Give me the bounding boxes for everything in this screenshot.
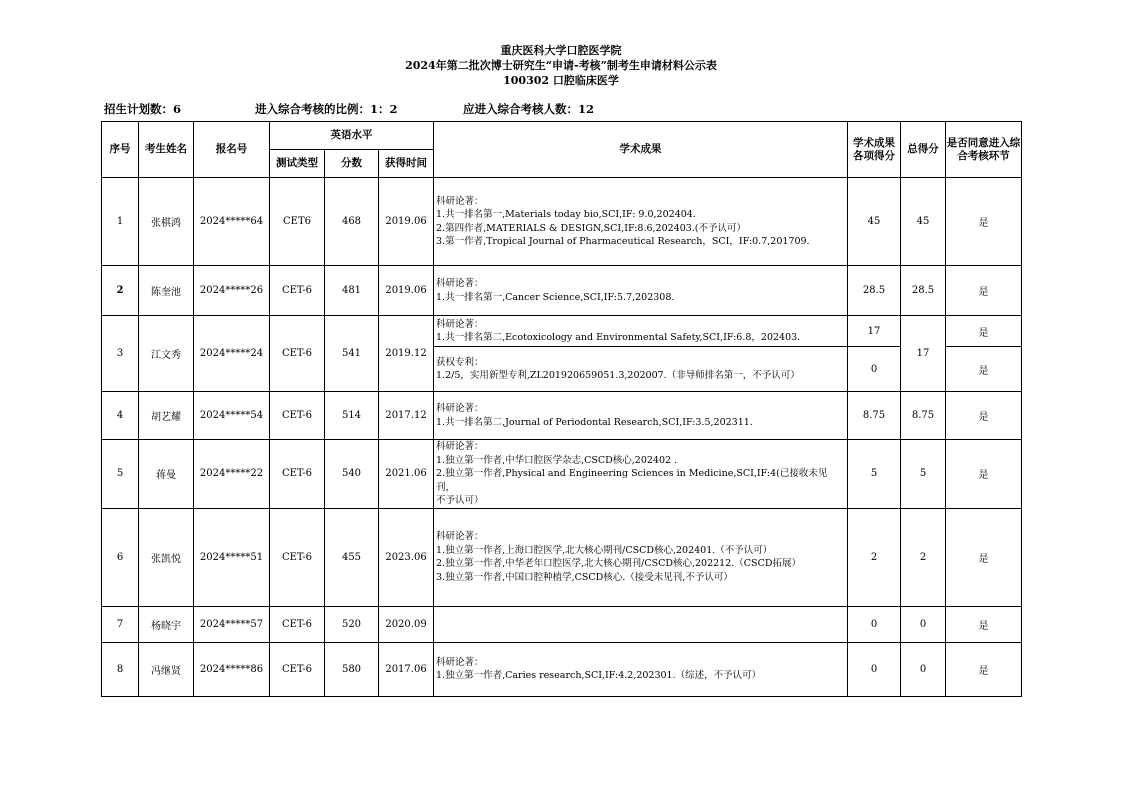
row-total: 8.75 — [901, 392, 946, 440]
row-ach-score: 5 — [848, 440, 901, 509]
row-achievements — [434, 178, 848, 266]
row-no: 4 — [102, 392, 139, 440]
row-ach-score: 8.75 — [848, 392, 901, 440]
row-agree: 是 — [946, 440, 1022, 509]
row-time: 2017.12 — [379, 392, 434, 440]
achievement-line: 1.独立第一作者,Caries research,SCI,IF:4.2,202301.（综述，不予认可） — [436, 670, 762, 681]
school-title: 重庆医科大学口腔医学院 — [500, 44, 622, 57]
row-total: 45 — [901, 178, 946, 266]
row-time: 2019.12 — [379, 316, 434, 392]
row-name: 江文秀 — [139, 316, 194, 392]
row-test-type: CET-6 — [270, 642, 325, 696]
col-time: 获得时间 — [379, 150, 434, 178]
achievement-line: 科研论著： — [436, 278, 484, 289]
row-test-type: CET-6 — [270, 440, 325, 509]
row-test-type: CET-6 — [270, 266, 325, 316]
col-english: 英语水平 — [270, 122, 434, 150]
row-total: 0 — [901, 606, 946, 642]
achievement-line: 科研论著： — [436, 403, 484, 414]
row-achievements — [434, 392, 848, 440]
col-agree: 是否同意进入综合考核环节 — [946, 122, 1022, 178]
row-score: 520 — [325, 606, 379, 642]
achievement-line: 1.共一排名第二,Journal of Periodontal Research,SCI,IF:3.5,202311. — [436, 416, 753, 428]
col-no: 序号 — [102, 122, 139, 178]
enrollment-plan: 招生计划数：6 — [104, 102, 182, 116]
achievement-line: 获权专利： — [436, 356, 484, 368]
row-agree: 是 — [946, 266, 1022, 316]
row-reg: 2024*****51 — [194, 508, 270, 606]
col-score: 分数 — [325, 150, 379, 178]
row-achievements — [434, 606, 848, 642]
row-achievements — [434, 508, 848, 606]
row-total: 2 — [901, 508, 946, 606]
col-test-type: 测试类型 — [270, 150, 325, 178]
achievement-line: 3.第一作者,Tropical Journal of Pharmaceutical Research，SCI，IF:0.7,201709. — [436, 236, 810, 247]
table-row — [102, 642, 1022, 696]
achievement-line: 科研论著： — [436, 441, 484, 452]
row-total: 5 — [901, 440, 946, 509]
row-ach-score: 0 — [848, 347, 901, 392]
row-achievements — [434, 266, 848, 316]
row-time: 2021.06 — [379, 440, 434, 509]
row-no: 8 — [102, 642, 139, 696]
row-achievements — [434, 316, 848, 347]
row-achievements — [434, 347, 848, 392]
row-score: 514 — [325, 392, 379, 440]
achievement-line: 3.独立第一作者,中国口腔种植学,CSCD核心.（接受未见刊,不予认可） — [436, 571, 733, 583]
row-test-type: CET-6 — [270, 316, 325, 392]
achievement-line: 科研论著： — [436, 318, 484, 330]
table-row — [102, 440, 1022, 509]
table-row — [102, 316, 1022, 347]
row-time: 2017.06 — [379, 642, 434, 696]
major-title: 100302 口腔临床医学 — [503, 74, 619, 87]
row-ach-score: 0 — [848, 642, 901, 696]
achievement-line: 1.共一排名第一,Cancer Science,SCI,IF:5.7,202308. — [436, 291, 675, 303]
row-time: 2019.06 — [379, 266, 434, 316]
col-ach-score: 学术成果各项得分 — [848, 122, 901, 178]
row-reg: 2024*****26 — [194, 266, 270, 316]
row-ach-score: 2 — [848, 508, 901, 606]
row-name: 张棋鸿 — [139, 178, 194, 266]
table-row — [102, 266, 1022, 316]
row-ach-score: 17 — [848, 316, 901, 347]
row-achievements — [434, 642, 848, 696]
row-score: 455 — [325, 508, 379, 606]
achievement-line: 1.独立第一作者,中华口腔医学杂志,CSCD核心,202402 . — [436, 454, 678, 466]
row-score: 540 — [325, 440, 379, 509]
achievement-line: 1.2/5，实用新型专利,ZL201920659051.3,202007.（非导师排名第一，不予认可） — [436, 370, 800, 381]
row-name: 张凯悦 — [139, 508, 194, 606]
row-ach-score: 28.5 — [848, 266, 901, 316]
row-agree: 是 — [946, 178, 1022, 266]
achievement-line: 2.独立第一作者,中华老年口腔医学,北大核心期刊/CSCD核心,202212.（CSCD拓展） — [436, 558, 801, 569]
table-row — [102, 392, 1022, 440]
achievement-line: 2.独立第一作者,Physical and Engineering Sciences in Medicine,SCI,IF:4(已接收未见刊， — [436, 468, 828, 493]
col-total: 总得分 — [901, 122, 946, 178]
achievement-line: 2.第四作者,MATERIALS & DESIGN,SCI,IF:8.6,202403.(不予认可） — [436, 222, 747, 234]
row-reg: 2024*****54 — [194, 392, 270, 440]
row-reg: 2024*****86 — [194, 642, 270, 696]
row-test-type: CET-6 — [270, 606, 325, 642]
row-name: 陈奎池 — [139, 266, 194, 316]
row-time: 2023.06 — [379, 508, 434, 606]
applicant-table — [101, 121, 1022, 697]
row-test-type: CET6 — [270, 178, 325, 266]
table-row — [102, 508, 1022, 606]
row-name: 胡艺耀 — [139, 392, 194, 440]
achievement-line: 1.共一排名第一,Materials today bio,SCI,IF: 9.0,202404. — [436, 209, 696, 220]
achievement-line: 科研论著： — [436, 656, 484, 668]
row-test-type: CET-6 — [270, 508, 325, 606]
row-name: 冯继贤 — [139, 642, 194, 696]
row-reg: 2024*****24 — [194, 316, 270, 392]
row-total: 0 — [901, 642, 946, 696]
achievement-line: 科研论著： — [436, 531, 484, 542]
row-no: 1 — [102, 178, 139, 266]
row-no: 3 — [102, 316, 139, 392]
row-score: 541 — [325, 316, 379, 392]
table-title: 2024年第二批次博士研究生“申请-考核”制考生申请材料公示表 — [405, 59, 717, 72]
row-ach-score: 45 — [848, 178, 901, 266]
row-score: 580 — [325, 642, 379, 696]
row-reg: 2024*****64 — [194, 178, 270, 266]
achievement-line: 不予认可） — [436, 495, 484, 506]
achievement-line: 1.独立第一作者,上海口腔医学,北大核心期刊/CSCD核心,202401.（不予认可） — [436, 544, 773, 556]
row-name: 杨晓宇 — [139, 606, 194, 642]
row-score: 468 — [325, 178, 379, 266]
col-name: 考生姓名 — [139, 122, 194, 178]
col-reg: 报名号 — [194, 122, 270, 178]
row-total: 28.5 — [901, 266, 946, 316]
row-score: 481 — [325, 266, 379, 316]
row-reg: 2024*****57 — [194, 606, 270, 642]
table-row — [102, 178, 1022, 266]
achievement-line: 1.共一排名第二,Ecotoxicology and Environmental Safety,SCI,IF:6.8，202403. — [436, 332, 801, 343]
row-test-type: CET-6 — [270, 392, 325, 440]
achievement-line: 科研论著： — [436, 195, 484, 207]
table-row — [102, 606, 1022, 642]
row-agree: 是 — [946, 508, 1022, 606]
row-no: 2 — [102, 266, 139, 316]
row-reg: 2024*****22 — [194, 440, 270, 509]
row-no: 6 — [102, 508, 139, 606]
required-count: 应进入综合考核人数：12 — [463, 102, 595, 116]
row-ach-score: 0 — [848, 606, 901, 642]
row-agree: 是 — [946, 642, 1022, 696]
row-time: 2019.06 — [379, 178, 434, 266]
row-agree: 是 — [946, 392, 1022, 440]
row-agree: 是 — [946, 606, 1022, 642]
row-no: 7 — [102, 606, 139, 642]
row-name: 蒋曼 — [139, 440, 194, 509]
row-time: 2020.09 — [379, 606, 434, 642]
row-no: 5 — [102, 440, 139, 509]
row-total: 17 — [901, 316, 946, 392]
row-agree: 是 — [946, 347, 1022, 392]
col-achievements: 学术成果 — [434, 122, 848, 178]
admission-ratio: 进入综合考核的比例：1：2 — [255, 102, 398, 116]
row-achievements — [434, 440, 848, 509]
row-agree: 是 — [946, 316, 1022, 347]
